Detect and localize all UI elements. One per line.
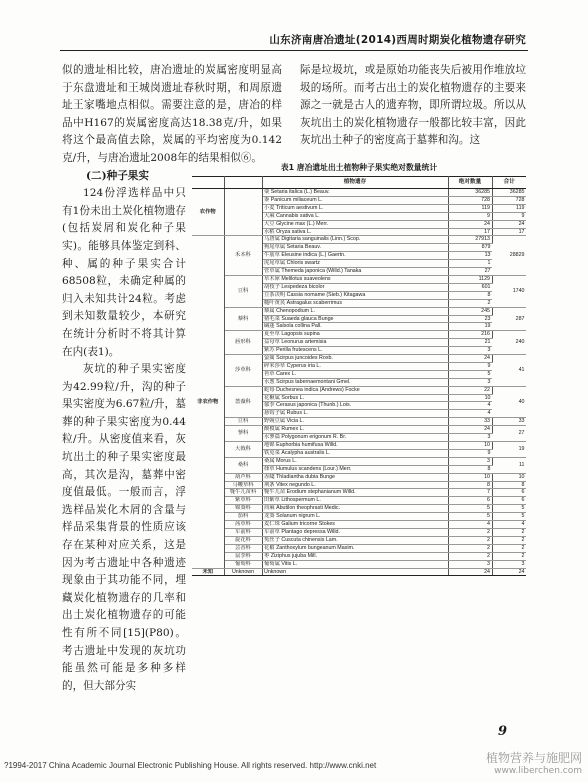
table-row xyxy=(192,505,526,513)
family-cell xyxy=(224,189,262,236)
species-cell: 碱蓬 Salsola collina Pall. xyxy=(262,323,448,331)
count-cell: 4 xyxy=(448,402,492,410)
count-cell: 24 xyxy=(448,355,492,363)
family-cell: 葫芦科 xyxy=(224,473,262,481)
family-cell: 茜草科 xyxy=(224,521,262,529)
count-cell: 1 xyxy=(448,260,492,268)
count-cell: 5 xyxy=(448,505,492,513)
species-cell: 麦仁珠 Galium tricorne Stokes xyxy=(262,521,448,529)
count-cell: 36285 xyxy=(448,189,492,197)
table-row xyxy=(192,560,526,568)
seed-count-table-container xyxy=(192,176,526,576)
table-row xyxy=(192,189,526,197)
header-family xyxy=(224,177,262,189)
species-cell: 花椒 Zanthoxylum bungeanum Maxim. xyxy=(262,544,448,552)
species-cell: 花楸属 Sorbus L. xyxy=(262,394,448,402)
count-cell: 7 xyxy=(448,489,492,497)
count-cell: 2 xyxy=(448,552,492,560)
species-cell: 田紫草 Lithospermum L. xyxy=(262,497,448,505)
species-cell: 酸模属 Rumex L. xyxy=(262,426,448,434)
count-cell: 879 xyxy=(448,244,492,252)
family-cell: 莎草科 xyxy=(224,355,262,387)
table-body xyxy=(192,189,526,576)
table-row xyxy=(192,489,526,497)
count-cell: 9 xyxy=(448,449,492,457)
species-cell: 紫苏 Perilla frutescens L. xyxy=(262,347,448,355)
species-cell: 车前草 Plantago depressa Willd. xyxy=(262,528,448,536)
header-rule xyxy=(60,50,528,51)
family-cell: 鼠李科 xyxy=(224,552,262,560)
species-cell: 牻牛儿苗 Erodium stephanianum Willd. xyxy=(262,489,448,497)
count-cell: 3 xyxy=(448,347,492,355)
count-cell: 3 xyxy=(448,434,492,442)
count-cell: 21 xyxy=(448,339,492,347)
count-cell: 9 xyxy=(448,362,492,370)
count-cell: 3 xyxy=(448,560,492,568)
total-cell: 287 xyxy=(492,307,526,331)
species-cell: 菟丝子 Cuscuta chinensis Lam. xyxy=(262,536,448,544)
species-cell: 赤瓟 Thladiantha dubia Bunge xyxy=(262,473,448,481)
total-cell: 4 xyxy=(492,521,526,529)
count-cell: 24 xyxy=(448,426,492,434)
total-cell: 28829 xyxy=(492,236,526,276)
table-row xyxy=(192,497,526,505)
species-cell: 牛筋草 Eleusine indica (L.) Gaertn. xyxy=(262,252,448,260)
count-cell: 1129 xyxy=(448,275,492,283)
species-cell: 水葱 Scirpus tabernaemontani Gmel. xyxy=(262,378,448,386)
species-cell: 夏至草 Lagopsis supina xyxy=(262,331,448,339)
family-cell: 蔷薇科 xyxy=(224,386,262,418)
count-cell: 8 xyxy=(448,481,492,489)
right-paragraph-1: 际是垃圾坑，或是原始功能丧失后被用作堆放垃圾的场所。而考古出土的炭化植物遗存的主要来源之一就是古人的遗弃物，即所谓垃圾。所以从灰坑出土的炭化植物遗存一般都比较丰富，因此灰坑出土种子的密度高于墓葬和沟。这 xyxy=(300,64,526,147)
species-cell: 虎尾草属 Chloris swartz xyxy=(262,260,448,268)
species-cell: 桑属 Morus L. xyxy=(262,457,448,465)
running-header xyxy=(0,28,588,50)
total-cell: 19 xyxy=(492,442,526,458)
count-cell: 27913 xyxy=(448,236,492,244)
total-cell: 2 xyxy=(492,528,526,536)
species-cell: 蛇莓 Duchesnea indica (Andrews) Focke xyxy=(262,386,448,394)
header-species: 植物遗存 xyxy=(262,177,448,189)
family-cell: 唇形科 xyxy=(224,331,262,355)
species-cell: 小麦 Triticum aestivum L. xyxy=(262,204,448,212)
table-row xyxy=(192,457,526,465)
section-subheading: (二)种子果实 xyxy=(86,169,149,182)
total-cell: 40 xyxy=(492,386,526,418)
count-cell: 27 xyxy=(448,268,492,276)
count-cell: 3 xyxy=(448,378,492,386)
species-cell: 马唐属 Digitaria sanguinalis (Linn.) Scop. xyxy=(262,236,448,244)
count-cell: 245 xyxy=(448,307,492,315)
total-cell: 9 xyxy=(492,212,526,220)
species-cell: 胡枝子 Lespedeza bicolor xyxy=(262,283,448,291)
family-cell: 豆科 xyxy=(224,418,262,426)
count-cell: 5 xyxy=(448,370,492,378)
table-row xyxy=(192,442,526,450)
species-cell: 悬钩子属 Rubus L. xyxy=(262,410,448,418)
site-watermark xyxy=(486,752,582,778)
species-cell: 苘麻 Abutilon theophrasti Medic. xyxy=(262,505,448,513)
total-cell: 2 xyxy=(492,536,526,544)
table-row xyxy=(192,513,526,521)
table-row xyxy=(192,568,526,576)
watermark-url: www.liberchen.com xyxy=(494,766,582,776)
count-cell: 17 xyxy=(448,228,492,236)
count-cell: 19 xyxy=(448,323,492,331)
total-cell: 33 xyxy=(492,418,526,426)
count-cell: 601 xyxy=(448,283,492,291)
family-cell: 豆科 xyxy=(224,275,262,307)
count-cell: 8 xyxy=(448,465,492,473)
count-cell: 2 xyxy=(448,528,492,536)
total-cell: 728 xyxy=(492,196,526,204)
species-cell: 葡萄属 Vitis L. xyxy=(262,560,448,568)
table-row xyxy=(192,481,526,489)
family-cell: 芸香科 xyxy=(224,544,262,552)
species-cell: 黍 Panicum miliaceum L. xyxy=(262,196,448,204)
total-cell: 17 xyxy=(492,228,526,236)
total-cell: 119 xyxy=(492,204,526,212)
table-row xyxy=(192,552,526,560)
species-cell: 苔草 Carex L. xyxy=(262,370,448,378)
total-cell: 6 xyxy=(492,497,526,505)
count-cell: 10 xyxy=(448,442,492,450)
family-cell: 蓼科 xyxy=(224,426,262,442)
left-paragraph-3: 灰坑的种子果实密度为42.99粒/升，沟的种子果实密度为6.67粒/升，墓葬的种子果实密度为0.44粒/升。从密度值来看，灰坑出土的种子果实密度最高，其次是沟，墓葬中密度值最低。一般而言，浮选样品炭化木屑的含量与样品采集背景的性质应该存在某种对应关系，这是因为考古遗址中各种遗迹现象由于其功能不同，埋藏炭化植物遗存的几率和出土炭化植物遗存的可能性有所不同[15](P80)。考古遗址中发现的灰坑功能虽然可能是多种多样的，但大部分实 xyxy=(62,363,186,692)
family-cell: 牻牛儿苗科 xyxy=(224,489,262,497)
species-cell: 水稻 Oryza sativa L. xyxy=(262,228,448,236)
species-cell: 菅草属 Themeda japonica (Willd.) Tanaka xyxy=(262,268,448,276)
total-cell: 6 xyxy=(492,489,526,497)
category-cell: 未知 xyxy=(192,568,224,576)
species-cell: 猪毛菜 Suaeda glauca Bunge xyxy=(262,315,448,323)
total-cell: 2 xyxy=(492,544,526,552)
count-cell: 22 xyxy=(448,386,492,394)
total-cell: 5 xyxy=(492,505,526,513)
total-cell: 1740 xyxy=(492,275,526,307)
table-row xyxy=(192,307,526,315)
total-cell: 36285 xyxy=(492,189,526,197)
total-cell: 24 xyxy=(492,220,526,228)
watermark-title: 植物营养与施肥网 xyxy=(485,751,582,765)
count-cell: 4 xyxy=(448,410,492,418)
table-row xyxy=(192,521,526,529)
species-cell: 狗尾草属 Setaria Beauv. xyxy=(262,244,448,252)
table-row xyxy=(192,386,526,394)
species-cell: 大豆 Glycine max (L.) Merr. xyxy=(262,220,448,228)
species-cell: 野豌豆属 Vicia L. xyxy=(262,418,448,426)
count-cell: 119 xyxy=(448,204,492,212)
count-cell: 5 xyxy=(448,513,492,521)
species-cell: 藜属 Chenopodium L. xyxy=(262,307,448,315)
total-cell: 3 xyxy=(492,560,526,568)
species-cell: 地锦 Euphorbia humifusa Willd. xyxy=(262,442,448,450)
header-count: 绝对数量 xyxy=(448,177,492,189)
left-paragraph-2: 124份浮选样品中只有1份未出土炭化植物遗存(包括炭屑和炭化种子果实)。能够具体鉴定到科、种、属的种子果实合计68508粒，未确定种属的归入未知共计24粒。考虑到未知数量较少，本研究在统计分析时不将其计算在内(表1)。 xyxy=(62,187,186,358)
total-cell: 5 xyxy=(492,513,526,521)
family-cell: 马鞭草科 xyxy=(224,481,262,489)
family-cell: 桑科 xyxy=(224,457,262,473)
count-cell: 10 xyxy=(448,473,492,481)
species-cell: 郁李 Cerasus japonica (Thunb.) Lois. xyxy=(262,402,448,410)
seed-count-table xyxy=(192,176,526,576)
total-cell: 41 xyxy=(492,355,526,387)
count-cell: 24 xyxy=(448,220,492,228)
table-row xyxy=(192,331,526,339)
family-cell: 葡萄科 xyxy=(224,560,262,568)
species-cell: 萤蔺 Scirpus juncoides Roxb. xyxy=(262,355,448,363)
species-cell: 碎米莎草 Cyperus iria L. xyxy=(262,362,448,370)
family-cell: 藜科 xyxy=(224,307,262,331)
table-row xyxy=(192,418,526,426)
count-cell: 4 xyxy=(448,521,492,529)
copyright-footer: ?1994-2017 China Academic Journal Electronic Publishing House. All rights reserved. http://www.cnki.net xyxy=(4,761,377,770)
total-cell: 2 xyxy=(492,552,526,560)
page-number: 9 xyxy=(498,724,508,739)
count-cell: 9 xyxy=(448,212,492,220)
table-row xyxy=(192,426,526,434)
species-cell: 益母草 Leonurus artemisia xyxy=(262,339,448,347)
table-header-row xyxy=(192,177,526,189)
family-cell: 旋花科 xyxy=(224,536,262,544)
species-cell: 大麻 Cannabis sativa L. xyxy=(262,212,448,220)
count-cell: 23 xyxy=(448,315,492,323)
count-cell: 2 xyxy=(448,536,492,544)
left-paragraph-1: 似的遗址相比较，唐冶遗址的炭属密度明显高于东盘遗址和王城岗遗址春秋时期，和周原遗址王家嘴地点相似。需要注意的是，唐冶的样品中H167的炭属密度高达18.38克/升，如果将这个最高值去除，炭属的平均密度为0.142克/升，与唐冶遗址2008年的结果相似⑥。 xyxy=(62,64,282,164)
header-category xyxy=(192,177,224,189)
species-cell: 豆茶决明 Cassia nomame (Sieb.) Kitagawa xyxy=(262,291,448,299)
running-header-title: 山东济南唐冶遗址(2014)西周时期炭化植物遗存研究 xyxy=(269,34,526,46)
table-row xyxy=(192,355,526,363)
count-cell: 728 xyxy=(448,196,492,204)
count-cell: 3 xyxy=(448,457,492,465)
species-cell: 铁苋菜 Acalypha australis L. xyxy=(262,449,448,457)
total-cell: 24 xyxy=(492,568,526,576)
species-cell: 枣 Ziziphus jujuba Mill. xyxy=(262,552,448,560)
count-cell: 2 xyxy=(448,544,492,552)
table-row xyxy=(192,528,526,536)
left-narrow-block xyxy=(62,185,186,695)
species-cell: 草木犀 Melilotus suaveolens xyxy=(262,275,448,283)
family-cell: Unknown xyxy=(224,568,262,576)
table-row xyxy=(192,236,526,244)
category-cell: 农作物 xyxy=(192,189,224,236)
total-cell: 27 xyxy=(492,426,526,442)
right-column xyxy=(300,62,526,150)
family-cell: 紫草科 xyxy=(224,497,262,505)
table-caption: 表1 唐冶遗址出土植物种子果实绝对数量统计 xyxy=(280,163,438,172)
count-cell: 33 xyxy=(448,418,492,426)
count-cell: 10 xyxy=(448,394,492,402)
category-cell: 非农作物 xyxy=(192,236,224,568)
count-cell: 24 xyxy=(448,568,492,576)
species-cell: 糙叶黄芪 Astragalus scaberrimus xyxy=(262,299,448,307)
species-cell: 龙葵 Solanum nigrum L. xyxy=(262,513,448,521)
species-cell: 粟 Setaria italica (L.) Beauv. xyxy=(262,189,448,197)
family-cell: 大戟科 xyxy=(224,442,262,458)
total-cell: 10 xyxy=(492,473,526,481)
species-cell: 水蓼萹 Polygonum erigonum R. Br. xyxy=(262,434,448,442)
header-total: 合计 xyxy=(492,177,526,189)
family-cell: 车前科 xyxy=(224,528,262,536)
table-row xyxy=(192,473,526,481)
count-cell: 13 xyxy=(448,252,492,260)
table-row xyxy=(192,544,526,552)
count-cell: 2 xyxy=(448,299,492,307)
table-row xyxy=(192,275,526,283)
count-cell: 8 xyxy=(448,291,492,299)
count-cell: 6 xyxy=(448,497,492,505)
count-cell: 216 xyxy=(448,331,492,339)
total-cell: 11 xyxy=(492,457,526,473)
table-row xyxy=(192,536,526,544)
family-cell: 禾本科 xyxy=(224,236,262,276)
species-cell: 葎草 Humulus scandens (Lour.) Merr. xyxy=(262,465,448,473)
species-cell: 荆条 Vitex negundo L. xyxy=(262,481,448,489)
species-cell: Unknown xyxy=(262,568,448,576)
total-cell: 8 xyxy=(492,481,526,489)
family-cell: 锦葵科 xyxy=(224,505,262,513)
total-cell: 240 xyxy=(492,331,526,355)
family-cell: 茄科 xyxy=(224,513,262,521)
